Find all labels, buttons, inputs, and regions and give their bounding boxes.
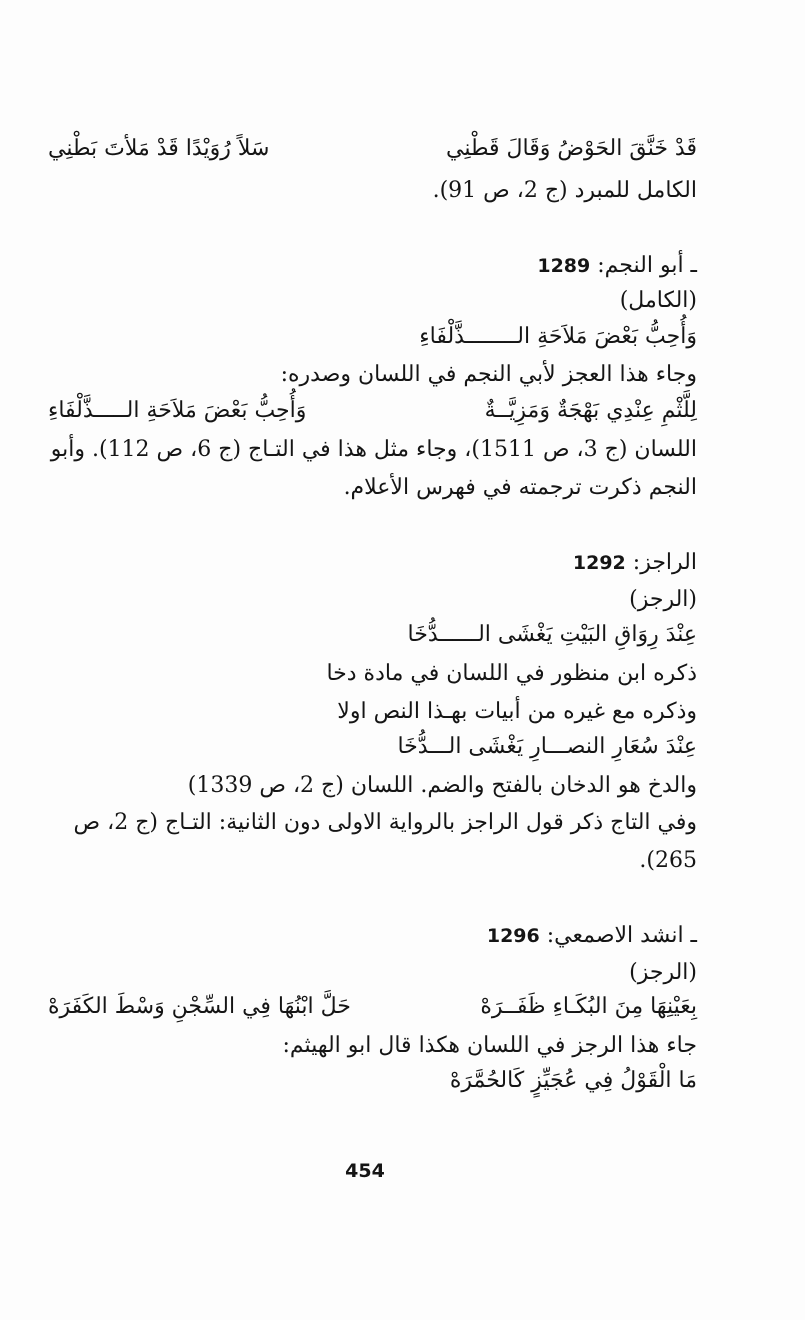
meter-label: (الرجز) — [629, 960, 697, 985]
body-text-line: ذكره ابن منظور في اللسان في مادة دخا — [326, 661, 697, 686]
verse-hemistich-right: لِلَّثْمِ عِنْدِي بَهْجَةٌ وَمَزِيَّــةٌ — [484, 398, 697, 423]
verse-line: عِنْدَ سُعَارِ النصـــارِ يَغْشَى الـــدُّخَا — [397, 734, 697, 759]
verse-line: وَأُحِبُّ بَعْضَ مَلاَحَةِ الــــــــذَّلْفَاءِ — [419, 324, 697, 349]
verse-hemistich-right: قَدْ خَنَّقَ الحَوْضُ وَقَالَ قَطْنِي — [446, 136, 697, 161]
page-number: 454 — [345, 1160, 385, 1182]
entry-number: 1292 — [572, 552, 626, 574]
body-text-line: اللسان (ج 3، ص 1511)، وجاء مثل هذا في التـاج (ج 6، ص 112). وأبو — [50, 437, 697, 462]
entry-heading-1296 — [487, 923, 697, 949]
verse-line: عِنْدَ رِوَاقِ البَيْتِ يَغْشَى الــــــدُّخَا — [407, 622, 697, 647]
verse-hemistich-left: حَلَّ ابْنُهَا فِي السِّجْنِ وَسْطَ الكَفَرَهْ — [48, 994, 351, 1019]
verse-hemistich-left: وَأُحِبُّ بَعْضَ مَلاَحَةِ الـــــذَّلْفَاءِ — [48, 398, 307, 423]
poet-name: الراجز: — [632, 550, 697, 575]
body-text-line: والدخ هو الدخان بالفتح والضم. اللسان (ج 2، ص 1339) — [187, 773, 697, 798]
poet-name: ـ انشد الاصمعي: — [546, 923, 697, 948]
body-text-line: النجم ذكرت ترجمته في فهرس الأعلام. — [343, 475, 697, 500]
note-line: وجاء هذا العجز لأبي النجم في اللسان وصدره: — [280, 362, 697, 387]
verse-line: مَا الْقَوْلُ فِي عُجَيِّزٍ كَالحُمَّرَهْ — [449, 1068, 697, 1093]
poet-name: ـ أبو النجم: — [597, 253, 697, 278]
meter-label: (الكامل) — [619, 288, 697, 313]
verse-hemistich-left: سَلاً رُوَيْدًا قَدْ مَلأتَ بَطْنِي — [48, 136, 270, 161]
body-text-line: وذكره مع غيره من أبيات بهـذا النص اولا — [337, 699, 697, 724]
note-line: جاء هذا الرجز في اللسان هكذا قال ابو الهيثم: — [282, 1033, 697, 1058]
entry-number: 1289 — [537, 255, 591, 277]
verse-hemistich-right: بِعَيْنِهَا مِنَ البُكَـاءِ ظَفَــرَهْ — [480, 994, 697, 1019]
entry-number: 1296 — [486, 925, 540, 947]
body-text-line: وفي التاج ذكر قول الراجز بالرواية الاولى دون الثانية: التـاج (ج 2، ص — [73, 810, 697, 835]
entry-heading-1289 — [537, 253, 697, 279]
body-text-line: 265). — [639, 848, 697, 873]
source-reference: الكامل للمبرد (ج 2، ص 91). — [432, 178, 697, 203]
entry-heading-1292 — [573, 550, 697, 576]
meter-label: (الرجز) — [629, 587, 697, 612]
